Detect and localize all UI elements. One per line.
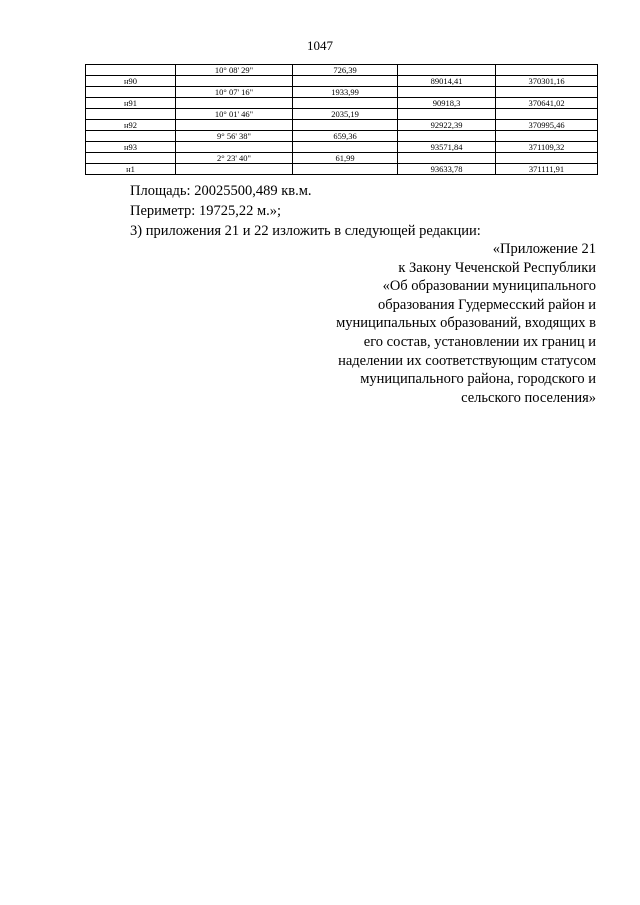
table-cell: 93633,78 — [398, 164, 496, 175]
table-cell — [398, 87, 496, 98]
table-cell — [293, 142, 398, 153]
coordinates-table — [85, 64, 598, 175]
table-cell: 2° 23' 40" — [176, 153, 293, 164]
table-cell — [86, 153, 176, 164]
table-cell: 371111,91 — [496, 164, 598, 175]
table-row — [86, 109, 598, 120]
table-cell — [176, 142, 293, 153]
coordinates-table-body — [86, 65, 598, 175]
appendix-line: наделении их соответствующим статусом — [338, 352, 596, 369]
table-cell — [293, 164, 398, 175]
table-cell — [176, 164, 293, 175]
table-cell — [176, 98, 293, 109]
table-cell: 370641,02 — [496, 98, 598, 109]
table-row — [86, 65, 598, 76]
appendix-header — [300, 240, 596, 407]
table-cell — [176, 120, 293, 131]
table-cell — [86, 109, 176, 120]
table-cell: н93 — [86, 142, 176, 153]
table-cell: 2035,19 — [293, 109, 398, 120]
table-cell — [398, 109, 496, 120]
appendix-line: сельского поселения» — [461, 389, 596, 406]
table-cell — [398, 131, 496, 142]
table-row — [86, 142, 598, 153]
table-cell — [293, 76, 398, 87]
table-cell: 1933,99 — [293, 87, 398, 98]
table-row — [86, 131, 598, 142]
table-cell: 659,36 — [293, 131, 398, 142]
table-cell — [86, 131, 176, 142]
table-row — [86, 120, 598, 131]
table-cell — [496, 131, 598, 142]
table-cell — [398, 65, 496, 76]
table-cell — [293, 120, 398, 131]
area-line: Площадь: 20025500,489 кв.м. — [130, 183, 312, 199]
amendment-item-3: 3) приложения 21 и 22 изложить в следующей редакции: — [130, 223, 481, 239]
table-cell — [496, 109, 598, 120]
appendix-line: муниципального района, городского и — [360, 371, 596, 388]
appendix-line: «Об образовании муниципального — [382, 278, 596, 295]
table-row — [86, 98, 598, 109]
table-cell: 726,39 — [293, 65, 398, 76]
table-row — [86, 76, 598, 87]
table-cell: 370301,16 — [496, 76, 598, 87]
table-row — [86, 87, 598, 98]
table-row — [86, 153, 598, 164]
appendix-line: образования Гудермесский район и — [378, 296, 596, 313]
perimeter-line: Периметр: 19725,22 м.»; — [130, 203, 282, 219]
table-cell: н92 — [86, 120, 176, 131]
table-cell — [86, 87, 176, 98]
table-cell — [496, 65, 598, 76]
table-cell: 10° 01' 46" — [176, 109, 293, 120]
table-row — [86, 164, 598, 175]
table-cell — [496, 87, 598, 98]
table-cell: 89014,41 — [398, 76, 496, 87]
appendix-line: к Закону Чеченской Республики — [398, 259, 596, 276]
table-cell: 93571,84 — [398, 142, 496, 153]
table-cell: 370995,46 — [496, 120, 598, 131]
table-cell — [86, 65, 176, 76]
table-cell: 92922,39 — [398, 120, 496, 131]
table-cell — [398, 153, 496, 164]
table-cell: н91 — [86, 98, 176, 109]
page-number: 1047 — [307, 38, 333, 53]
appendix-line: «Приложение 21 — [492, 241, 596, 257]
table-cell: 10° 08' 29" — [176, 65, 293, 76]
table-cell — [176, 76, 293, 87]
table-cell — [293, 98, 398, 109]
table-cell: 90918,3 — [398, 98, 496, 109]
table-cell: 371109,32 — [496, 142, 598, 153]
table-cell — [496, 153, 598, 164]
table-cell: 61,99 — [293, 153, 398, 164]
table-cell: 10° 07' 16" — [176, 87, 293, 98]
table-cell: н1 — [86, 164, 176, 175]
appendix-line: его состав, установлении их границ и — [363, 333, 596, 350]
appendix-line: муниципальных образований, входящих в — [336, 315, 596, 332]
table-cell: 9° 56' 38" — [176, 131, 293, 142]
table-cell: н90 — [86, 76, 176, 87]
